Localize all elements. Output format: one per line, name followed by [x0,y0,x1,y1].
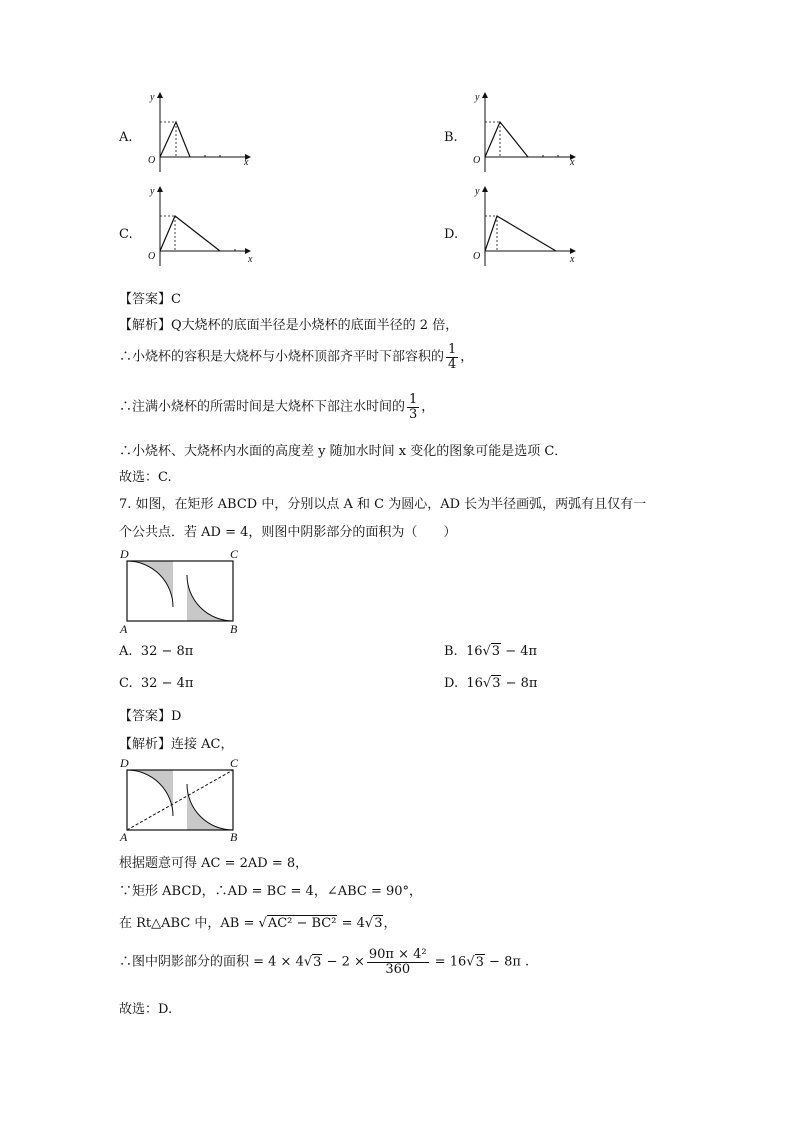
fig1-label-d: D [120,547,129,561]
q7-option-a[interactable] [119,644,193,659]
q6-analysis-line1: 【解析】Q大烧杯的底面半径是小烧杯的底面半径的 2 倍， [119,318,459,333]
q7-line-area-eq: = 16 [430,954,467,970]
q7-option-b-radicand: 3 [491,644,501,659]
fig1-label-a: A [120,622,128,636]
q6-analysis-line3 [119,393,434,421]
graph-a-x-label: x [244,157,249,168]
q7-line-rt: 在 Rt△ABC 中，AB = √AC² − BC² = 4√3， [119,916,397,931]
q6-answer: 【答案】C [119,292,181,307]
q6-line3-end: ， [421,399,435,415]
q7-answer: 【答案】D [119,709,182,724]
q6-line2-text: ∴小烧杯的容积是大烧杯与小烧杯顶部齐平时下部容积的 [119,349,445,365]
q7-line-rt-pre: 在 Rt△ABC 中，AB = [119,916,259,931]
fig2-label-a: A [120,830,128,844]
graph-a-origin: O [148,155,156,166]
graph-option-d [470,186,580,266]
fig1-label-c: C [230,547,239,561]
q7-option-d[interactable]: D. 16√3 − 8π [444,676,538,691]
fraction-numerator: 1 [448,342,457,357]
q7-stem-line1: 7. 如图，在矩形 ABCD 中，分别以点 A 和 C 为圆心，AD 长为半径画弧，两弧有且仅有一 [119,497,647,512]
q7-option-d-rest: − 8π [501,676,538,691]
graph-b-y-label: y [475,92,480,103]
q7-line-rt-end: ， [383,916,397,931]
fig2-label-c: C [230,756,239,770]
option-c-label: C. [119,227,133,242]
fraction-numerator: 90π × 4² [368,947,427,962]
q6-conclusion: 故选：C. [119,470,172,485]
q7-line-area-mid: − 2 × [322,954,365,970]
q7-option-b-coef: 16 [465,644,483,659]
q7-option-d-letter: D. [444,676,459,691]
q7-option-c[interactable] [119,676,193,691]
fraction-area [367,948,429,976]
q7-line-area-radicand: 3 [313,954,322,970]
q7-option-b-letter: B. [444,644,458,659]
fraction-one-third [407,393,419,421]
q7-option-a-letter: A. [119,644,133,659]
graph-d-y-label: y [475,186,480,197]
option-d-label: D. [444,227,459,242]
fig2-label-b: B [230,830,238,844]
q7-rectangle-figure-diagonal [127,770,233,830]
q7-rectangle-figure [127,561,233,621]
option-b-label: B. [444,130,458,145]
q7-option-b-rest: − 4π [501,644,538,659]
q7-line-rt-mid: = 4 [337,916,365,931]
graph-b-x-label: x [570,157,575,168]
option-a-label: A. [119,130,133,145]
fraction-denominator: 4 [448,356,457,372]
q7-line-area-radicand2: 3 [475,954,484,970]
q7-line-rect: ∵矩形 ABCD，∴AD = BC = 4，∠ABC = 90°， [119,884,423,899]
fraction-one-quarter [446,343,458,371]
fig2-label-d: D [120,756,129,770]
q7-line-ac: 根据题意可得 AC = 2AD = 8， [119,856,309,871]
graph-option-a [145,92,255,172]
fig1-label-b: B [230,622,238,636]
graph-d-x-label: x [570,254,575,265]
q6-analysis-line4: ∴小烧杯、大烧杯内水面的高度差 y 随加水时间 x 变化的图象可能是选项 C． [119,444,568,459]
graph-c-y-label: y [150,186,155,197]
q7-line-area-pre: ∴图中阴影部分的面积 = 4 × 4 [119,954,304,970]
graph-c-origin: O [148,251,156,262]
q7-line-area-end: − 8π . [484,954,530,970]
graph-option-b [470,92,580,172]
q7-option-c-value: 32 − 4π [140,676,194,691]
graph-a-y-label: y [150,92,155,103]
q7-analysis: 【解析】连接 AC， [119,737,234,752]
graph-c-x-label: x [248,254,253,265]
q7-option-d-coef: 16 [466,676,483,691]
graph-d-origin: O [473,251,481,262]
q7-line-area: ∴图中阴影部分的面积 = 4 × 4√3 − 2 × $\frac{\text{90π × 4²}}{360}$ = 16√3 − 8π . [119,947,530,977]
q7-conclusion: 故选：D. [119,1002,173,1017]
q7-line-rt-radicand: AC² − BC² [267,916,337,931]
q7-option-c-letter: C. [119,676,133,691]
q6-line3-text: ∴注满小烧杯的所需时间是大烧杯下部注水时间的 [119,399,406,415]
graph-b-origin: O [473,155,481,166]
q7-option-a-value: 32 − 8π [140,644,194,659]
q6-line2-end: ， [460,349,474,365]
fraction-denominator: 360 [385,961,411,977]
q7-option-d-radicand: 3 [492,676,501,691]
fraction-denominator: 3 [409,406,418,422]
q7-stem-line2: 个公共点．若 AD = 4，则图中阴影部分的面积为（ ） [119,525,457,540]
q7-line-rt-radicand2: 3 [374,916,383,931]
fraction-numerator: 1 [409,392,418,407]
q6-analysis-line2 [119,343,473,371]
graph-option-c [145,186,255,266]
q7-option-b[interactable]: B. 16√3 − 4π [444,644,538,659]
